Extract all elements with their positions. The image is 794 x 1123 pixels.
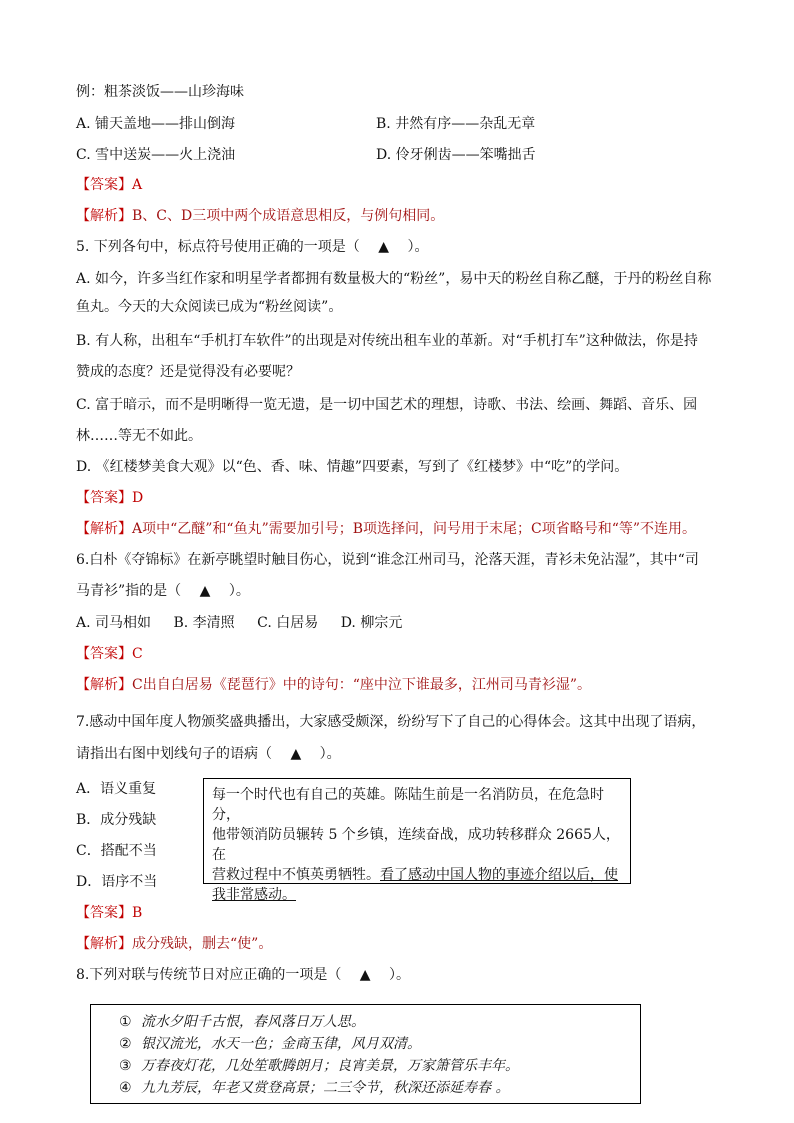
q7-explanation [76,933,724,955]
explanation-text: 成分残缺，删去“使”。 [132,936,273,952]
q6-stem-line1: 6.白朴《夺锦标》在新亭眺望时触目伤心，说到“谁念江州司马，沦落天涯，青衫未免沾湿”，其中“司 [76,552,699,568]
q4-option-c: C. 雪中送炭——火上浇油 [76,147,236,163]
couplet-number: ② [119,1036,132,1052]
q6-explanation [76,674,724,696]
q8-couplets-box [90,1004,641,1104]
passage-line-3 [212,865,622,885]
q7-option-c: C．搭配不当 [76,843,157,859]
q6-option-a: A. 司马相如 [76,615,152,631]
answer-tag: 【答案】 [76,905,132,921]
q7-stem-line1: 7.感动中国年度人物颁奖盛典播出，大家感受颇深，纷纷写下了自己的心得体会。这其中出现了语病， [76,714,706,730]
passage-line-2: 他带领消防员辗转 5 个乡镇，连续奋战，成功转移群众 2665人，在 [212,827,620,863]
couplet-number: ④ [119,1080,132,1096]
couplet-number: ① [119,1014,132,1030]
answer-tag: 【答案】 [76,490,132,506]
q6-option-d: D. 柳宗元 [340,615,403,631]
q4-answer [76,174,724,196]
q7-passage-box [203,778,631,903]
q4-option-a: A. 铺天盖地——排山倒海 [76,116,236,132]
couplet-row [119,1077,640,1099]
q6-answer [76,643,724,665]
q5-option-d: D. 《红楼梦美食大观》以“色、香、味、情趣”四要素，写到了《红楼梦》中“吃”的学问。 [76,459,629,475]
explanation-text: C出自白居易《琵琶行》中的诗句：“座中泣下谁最多，江州司马青衫湿”。 [132,677,592,693]
couplet-text: 九九芳辰，年老又赏登高景；二三令节，秋深还添延寿春 。 [141,1080,510,1096]
answer-tag: 【答案】 [76,646,132,662]
q8-stem: 8.下列对联与传统节日对应正确的一项是（ ▲ ）。 [76,967,411,983]
couplet-row [119,1055,640,1077]
underlined-sentence: 看了感动中国人物的事迹介绍以后，使 [380,867,618,883]
q6-options [76,612,724,634]
q5-explanation [76,518,724,540]
explanation-tag: 【解析】 [76,677,132,693]
q4-explanation [76,205,724,227]
explanation-text: A项中“乙醚”和“鱼丸”需要加引号；B项选择问，问号用于末尾；C项省略号和“等”不连用。 [132,521,697,537]
q7-option-d: D．语序不当 [76,874,158,890]
passage-plain: 营救过程中不慎英勇牺牲。 [212,867,380,883]
q4-option-d: D. 伶牙俐齿——笨嘴拙舌 [376,147,536,163]
couplet-text: 流水夕阳千古恨，春风落日万人思。 [141,1014,365,1030]
answer-value: A [132,177,143,193]
explanation-text: B、C、D三项中两个成语意思相反，与例句相同。 [132,208,445,224]
q4-option-b: B. 井然有序——杂乱无章 [376,116,536,132]
q5-option-b-line2: 赞成的态度？还是觉得没有必要呢？ [76,364,300,380]
q7-option-a: A．语义重复 [76,781,157,797]
explanation-tag: 【解析】 [76,208,132,224]
q5-option-a-line2: 鱼丸。今天的大众阅读已成为“粉丝阅读”。 [76,299,343,315]
example-line: 例：粗茶淡饭——山珍海味 [76,84,244,100]
couplet-row [119,1011,640,1033]
q6-option-c: C. 白居易 [257,615,319,631]
q5-stem: 5. 下列各句中，标点符号使用正确的一项是（ ▲ ）。 [76,239,429,255]
answer-tag: 【答案】 [76,177,132,193]
q7-option-b: B．成分残缺 [76,812,157,828]
answer-value: D [132,490,144,506]
passage-line-4: 我非常感动。 [212,887,296,903]
answer-value: C [132,646,143,662]
couplet-row [119,1033,640,1055]
explanation-tag: 【解析】 [76,936,132,952]
q5-option-a-line1: A. 如今，许多当红作家和明星学者都拥有数量极大的“粉丝”，易中天的粉丝自称乙醚，于丹的粉丝自称 [76,271,712,287]
q5-answer [76,487,724,509]
explanation-tag: 【解析】 [76,521,132,537]
q5-option-c-line2: 林……等无不如此。 [76,428,202,444]
q6-option-b: B. 李清照 [173,615,235,631]
couplet-text: 万春夜灯花，几处笙歌腾朗月；良宵美景，万家箫管乐丰年。 [141,1058,519,1074]
q5-option-b-line1: B. 有人称，出租车“手机打车软件”的出现是对传统出租车业的革新。对“手机打车”这种做法，你是持 [76,333,698,349]
q7-stem-line2: 请指出右图中划线句子的语病（ ▲ ）。 [76,746,341,762]
q5-option-c-line1: C. 富于暗示，而不是明晰得一览无遗，是一切中国艺术的理想，诗歌、书法、绘画、舞蹈、音乐、园 [76,397,698,413]
answer-value: B [132,905,143,921]
couplet-number: ③ [119,1058,132,1074]
passage-line-1: 每一个时代也有自己的英雄。陈陆生前是一名消防员，在危急时分， [212,787,604,823]
q6-stem-line2: 马青衫”指的是（ ▲ ）。 [76,583,250,599]
q7-answer [76,902,724,924]
couplet-text: 银汉流光，水天一色；金商玉律，风月双清。 [141,1036,421,1052]
